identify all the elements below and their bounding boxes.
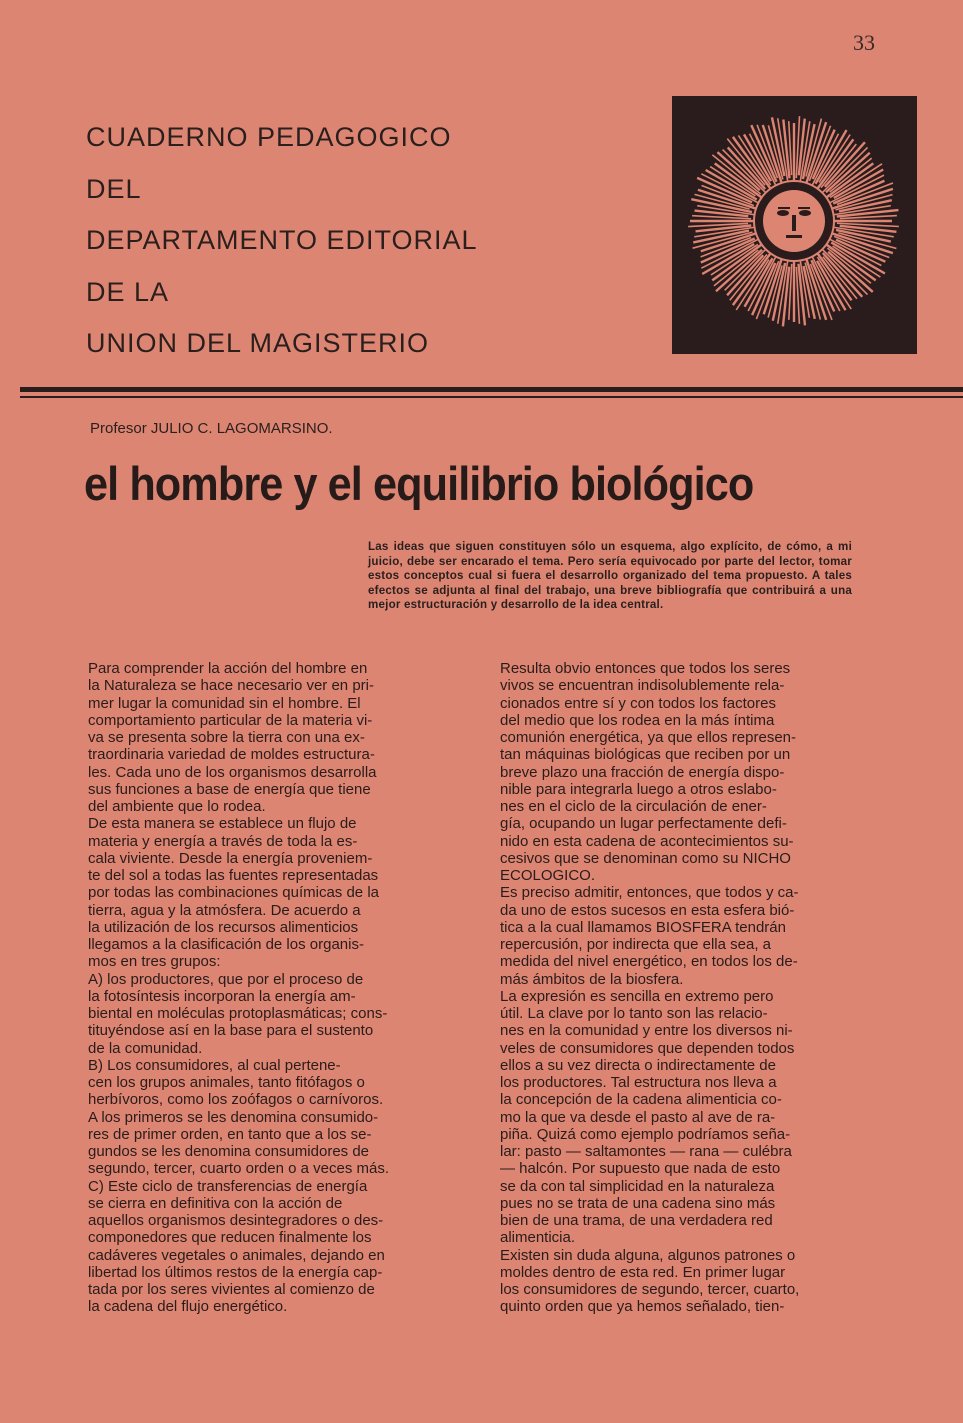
body-text-line: llegamos a la clasificación de los organis- bbox=[88, 936, 364, 953]
body-text-line: tada por los seres vivientes al comienzo de bbox=[88, 1281, 375, 1298]
sun-face-feature bbox=[777, 210, 789, 216]
article-author: Profesor JULIO C. LAGOMARSINO. bbox=[90, 420, 333, 437]
body-text-line: La expresión es sencilla en extremo pero bbox=[500, 987, 774, 1005]
body-text-line: tica a la cual llamamos BIOSFERA tendrán bbox=[500, 918, 786, 936]
body-text-line: cionados entre sí y con todos los factores bbox=[500, 694, 776, 712]
header-title-line: DE LA bbox=[86, 276, 170, 307]
body-text-line: tierra, agua y la atmósfera. De acuerdo a bbox=[88, 901, 361, 919]
body-text-line: cesivos que se denominan como su NICHO bbox=[500, 849, 791, 867]
body-text-line: libertad los últimos restos de la energía cap- bbox=[88, 1263, 383, 1281]
body-text-line: ellos a su vez directa o indirectamente de bbox=[500, 1056, 776, 1074]
sun-ray bbox=[822, 147, 867, 192]
body-text-line: comportamiento particular de la materia vi- bbox=[88, 711, 373, 729]
body-text-line: alimenticia. bbox=[500, 1229, 576, 1247]
body-text-line: va se presenta sobre la tierra con una ex- bbox=[88, 729, 365, 746]
header-divider-thin bbox=[20, 396, 963, 398]
body-text-line: De esta manera se establece un flujo de bbox=[88, 815, 357, 833]
body-text-line: medida del nivel energético, en todos los de- bbox=[500, 953, 798, 971]
body-text-line: gundos se les denomina consumidores de bbox=[88, 1143, 370, 1160]
body-text-line: pues no se trata de una cadena sino más bbox=[500, 1194, 776, 1212]
sun-ray bbox=[695, 211, 749, 217]
body-text-line: A los primeros se les denomina consumido- bbox=[88, 1108, 379, 1126]
body-text-line: repercusión, por indirecta que ella sea, a bbox=[500, 936, 771, 953]
body-text-line: del medio que los rodea en la más íntima bbox=[500, 711, 775, 729]
body-text-line: lar: pasto — saltamontes — rana — culébra bbox=[500, 1143, 792, 1160]
body-text-line: vivos se encuentran indisolublemente rela- bbox=[500, 677, 785, 695]
body-text-line: materia y energía a través de toda la es- bbox=[88, 832, 358, 850]
body-text-line: mer lugar la comunidad sin el hombre. El bbox=[88, 694, 361, 712]
body-text-line: biental en moléculas protoplasmáticas; cons- bbox=[88, 1005, 388, 1022]
body-text-line: Es preciso admitir, entonces, que todos y ca- bbox=[500, 884, 799, 902]
sun-face-feature bbox=[799, 210, 811, 216]
body-text-line: los consumidores de segundo, tercer, cuarto, bbox=[500, 1281, 800, 1298]
body-text-line: bien de una trama, de una verdadera red bbox=[500, 1212, 773, 1229]
body-text-line: moldes dentro de esta red. En primer lugar bbox=[500, 1263, 786, 1281]
sun-face-feature bbox=[792, 215, 796, 231]
body-text-line: de la comunidad. bbox=[88, 1039, 203, 1057]
article-title: el hombre y el equilibrio biológico bbox=[84, 457, 754, 510]
body-text-line: sus funciones a base de energía que tiene bbox=[88, 780, 371, 798]
sun-ray bbox=[822, 249, 867, 294]
body-text-line: nes en la comunidad y entre los diversos ni- bbox=[500, 1022, 793, 1040]
body-text-line: mo la que va desde el pasto al ave de ra- bbox=[500, 1108, 776, 1126]
article-abstract: Las ideas que siguen constituyen sólo un esquema, algo explícito, de cómo, a mi juicio, debe ser encarado el tema. Pero sería equivocado por parte del lector, tomar estos conceptos cual si fuera el desarrollo organizado del tema propuesto. A tales efectos se adjunta al final del trabajo, una breve bibliografía que contribuirá a una mejor estructuración y desarrollo de la idea central. bbox=[368, 540, 852, 612]
body-text-line: componedores que reducen finalmente los bbox=[88, 1229, 372, 1247]
body-text-line: les. Cada uno de los organismos desarrolla bbox=[88, 763, 377, 781]
body-text-line: la fotosíntesis incorporan la energía am- bbox=[88, 987, 356, 1005]
body-text-line: quinto orden que ya hemos señalado, tien- bbox=[500, 1298, 785, 1316]
body-text-line: breve plazo una fracción de energía dispo- bbox=[500, 763, 785, 781]
header-title-line: UNION DEL MAGISTERIO bbox=[86, 328, 430, 358]
body-text-line: cadáveres vegetales o animales, dejando en bbox=[88, 1246, 385, 1264]
body-text-line: piña. Quizá como ejemplo podríamos seña- bbox=[500, 1125, 791, 1143]
body-text-line: te del sol a todas las fuentes representadas bbox=[88, 867, 379, 884]
body-text-line: segundo, tercer, cuarto orden o a veces más. bbox=[88, 1160, 390, 1178]
body-text-line: A) los productores, que por el proceso de bbox=[88, 970, 364, 988]
body-text-line: la cadena del flujo energético. bbox=[88, 1298, 288, 1316]
header-title-line: DEL bbox=[86, 173, 142, 204]
body-text-line: B) Los consumidores, al cual pertene- bbox=[88, 1056, 341, 1074]
body-text-line: herbívoros, como los zoófagos o carnívoros. bbox=[88, 1091, 384, 1109]
body-text-line: traordinaria variedad de moldes estructura- bbox=[88, 746, 375, 764]
body-text-line: nes en el ciclo de la circulación de ener- bbox=[500, 798, 767, 815]
header-title bbox=[86, 112, 646, 370]
body-text-line: — halcón. Por supuesto que nada de esto bbox=[500, 1160, 781, 1178]
body-text-line: res de primer orden, en tanto que a los se- bbox=[88, 1125, 372, 1143]
body-text-line: los productores. Tal estructura nos lleva a bbox=[500, 1074, 777, 1091]
header-title-line: CUADERNO PEDAGOGICO bbox=[86, 122, 452, 152]
body-text-line: del ambiente que lo rodea. bbox=[88, 798, 266, 815]
body-text-line: mos en tres grupos: bbox=[88, 953, 221, 971]
sun-face-feature bbox=[798, 207, 810, 209]
header-title-line: DEPARTAMENTO EDITORIAL bbox=[86, 225, 478, 255]
body-text-line: útil. La clave por lo tanto son las relacio- bbox=[500, 1005, 768, 1022]
body-text-line: cen los grupos animales, tanto fitófagos o bbox=[88, 1074, 365, 1091]
body-text-line: gía, ocupando un lugar perfectamente defi- bbox=[500, 815, 787, 833]
body-text-line: la concepción de la cadena alimenticia co- bbox=[500, 1091, 782, 1109]
body-text-line: nido en esta cadena de acontecimientos su- bbox=[500, 832, 794, 850]
body-text-line: Existen sin duda alguna, algunos patrones o bbox=[500, 1246, 796, 1264]
body-column-left bbox=[88, 660, 458, 1316]
body-text-line: se cierra en definitiva con la acción de bbox=[88, 1194, 343, 1212]
sun-face-illustration bbox=[672, 96, 917, 354]
body-text-line: la Naturaleza se hace necesario ver en pri- bbox=[88, 677, 374, 695]
body-text-line: veles de consumidores que dependen todos bbox=[500, 1039, 795, 1057]
page-number: 33 bbox=[853, 30, 875, 55]
body-text-line: aquellos organismos desintegradores o des- bbox=[88, 1212, 384, 1229]
body-text-line: Para comprender la acción del hombre en bbox=[88, 660, 368, 677]
sun-face-feature bbox=[778, 207, 790, 209]
body-text-line: la utilización de los recursos alimenticios bbox=[88, 918, 359, 936]
body-text-line: más ámbitos de la biosfera. bbox=[500, 970, 684, 988]
sun-face-icon bbox=[672, 96, 917, 354]
body-text-line: tan máquinas biológicas que reciben por un bbox=[500, 746, 791, 764]
body-text-line: cala viviente. Desde la energía proveniem- bbox=[88, 849, 373, 867]
body-text-line: nible para integrarla luego a otros eslabo- bbox=[500, 780, 777, 798]
body-text-line: comunión energética, ya que ellos represen- bbox=[500, 729, 797, 746]
body-text-line: ECOLOGICO. bbox=[500, 867, 596, 884]
body-text-line: por todas las combinaciones químicas de la bbox=[88, 884, 379, 902]
body-column-right bbox=[500, 660, 868, 1316]
body-text-line: da uno de estos sucesos en esta esfera bió- bbox=[500, 901, 795, 919]
body-text-line: se da con tal simplicidad en la naturaleza bbox=[500, 1177, 775, 1195]
body-text-line: Resulta obvio entonces que todos los seres bbox=[500, 660, 791, 677]
sun-face-feature bbox=[786, 235, 802, 238]
body-text-line: C) Este ciclo de transferencias de energía bbox=[88, 1177, 368, 1195]
body-text-line: tituyéndose así en la base para el sustento bbox=[88, 1022, 374, 1040]
header-divider bbox=[20, 387, 963, 392]
